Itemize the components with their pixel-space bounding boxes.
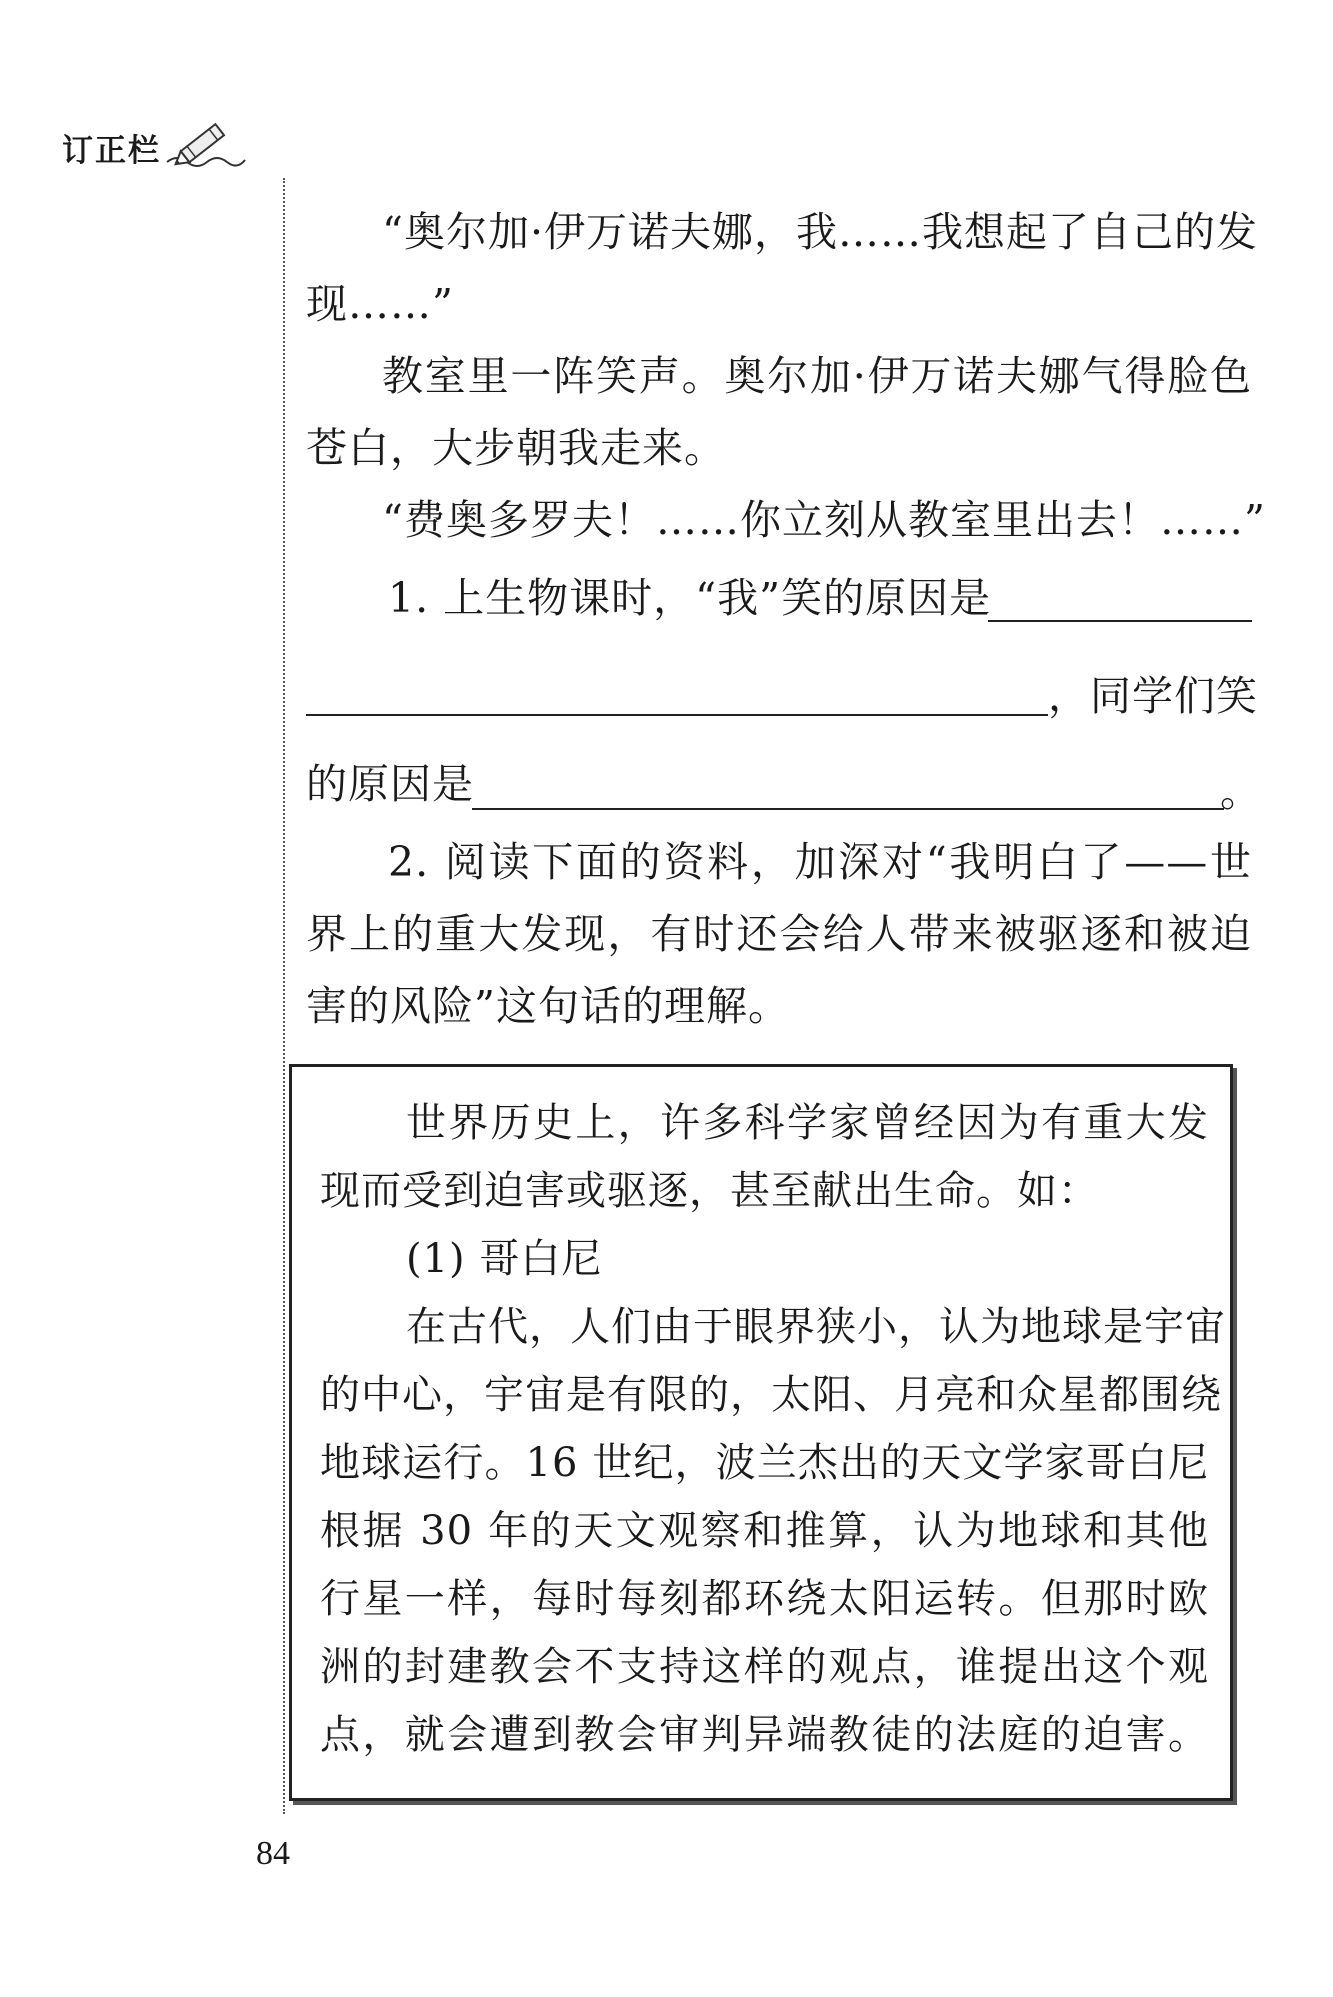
- source-line: 现而受到迫害或驱逐，甚至献出生命。如：: [320, 1168, 1099, 1214]
- passage-line: 现……”: [306, 280, 454, 328]
- correction-column-label: 订正栏: [62, 133, 161, 169]
- source-line: 洲的封建教会不支持这样的观点，谁提出这个观: [320, 1644, 1209, 1690]
- source-line: 地球运行。16 世纪，波兰杰出的天文学家哥白尼: [320, 1440, 1209, 1486]
- source-line: 的中心，宇宙是有限的，太阳、月亮和众星都围绕: [320, 1372, 1222, 1418]
- question-2-line: 界上的重大发现，有时还会给人带来被驱逐和被迫: [306, 910, 1252, 958]
- question-1-end-mark: 。: [1220, 768, 1262, 816]
- passage-line: “费奥多罗夫！……你立刻从教室里出去！……”: [382, 496, 1266, 544]
- question-2-line: 2. 阅读下面的资料，加深对“我明白了——世: [388, 838, 1252, 886]
- passage-line: “奥尔加·伊万诺夫娜，我……我想起了自己的发: [382, 208, 1258, 256]
- source-line: (1) 哥白尼: [406, 1236, 603, 1282]
- source-line: 根据 30 年的天文观察和推算，认为地球和其他: [320, 1508, 1209, 1554]
- source-material-box: [289, 1064, 1233, 1801]
- source-line: 行星一样，每时每刻都环绕太阳运转。但那时欧: [320, 1576, 1209, 1622]
- question-2-line: 害的风险”这句话的理解。: [306, 982, 790, 1030]
- correction-column-divider: [283, 178, 285, 1814]
- question-1-continuation: ，同学们笑: [1048, 672, 1258, 720]
- passage-line: 苍白，大步朝我走来。: [306, 424, 726, 472]
- page-number: 84: [256, 1835, 290, 1872]
- source-line: 点，就会遭到教会审判异端教徒的法庭的迫害。: [320, 1712, 1209, 1758]
- source-line: 在古代，人们由于眼界狭小，认为地球是宇宙: [406, 1304, 1226, 1350]
- passage-line: 教室里一阵笑声。奥尔加·伊万诺夫娜气得脸色: [382, 352, 1252, 400]
- answer-blank[interactable]: [472, 808, 1224, 810]
- pencil-writing-icon: [163, 118, 247, 170]
- source-line: 世界历史上，许多科学家曾经因为有重大发: [406, 1100, 1209, 1146]
- question-1-continuation: 的原因是: [306, 760, 474, 808]
- question-1-prompt: 1. 上生物课时，“我”笑的原因是: [388, 574, 992, 622]
- correction-column-header: [62, 118, 247, 170]
- answer-blank[interactable]: [988, 620, 1252, 622]
- answer-blank[interactable]: [306, 714, 1048, 716]
